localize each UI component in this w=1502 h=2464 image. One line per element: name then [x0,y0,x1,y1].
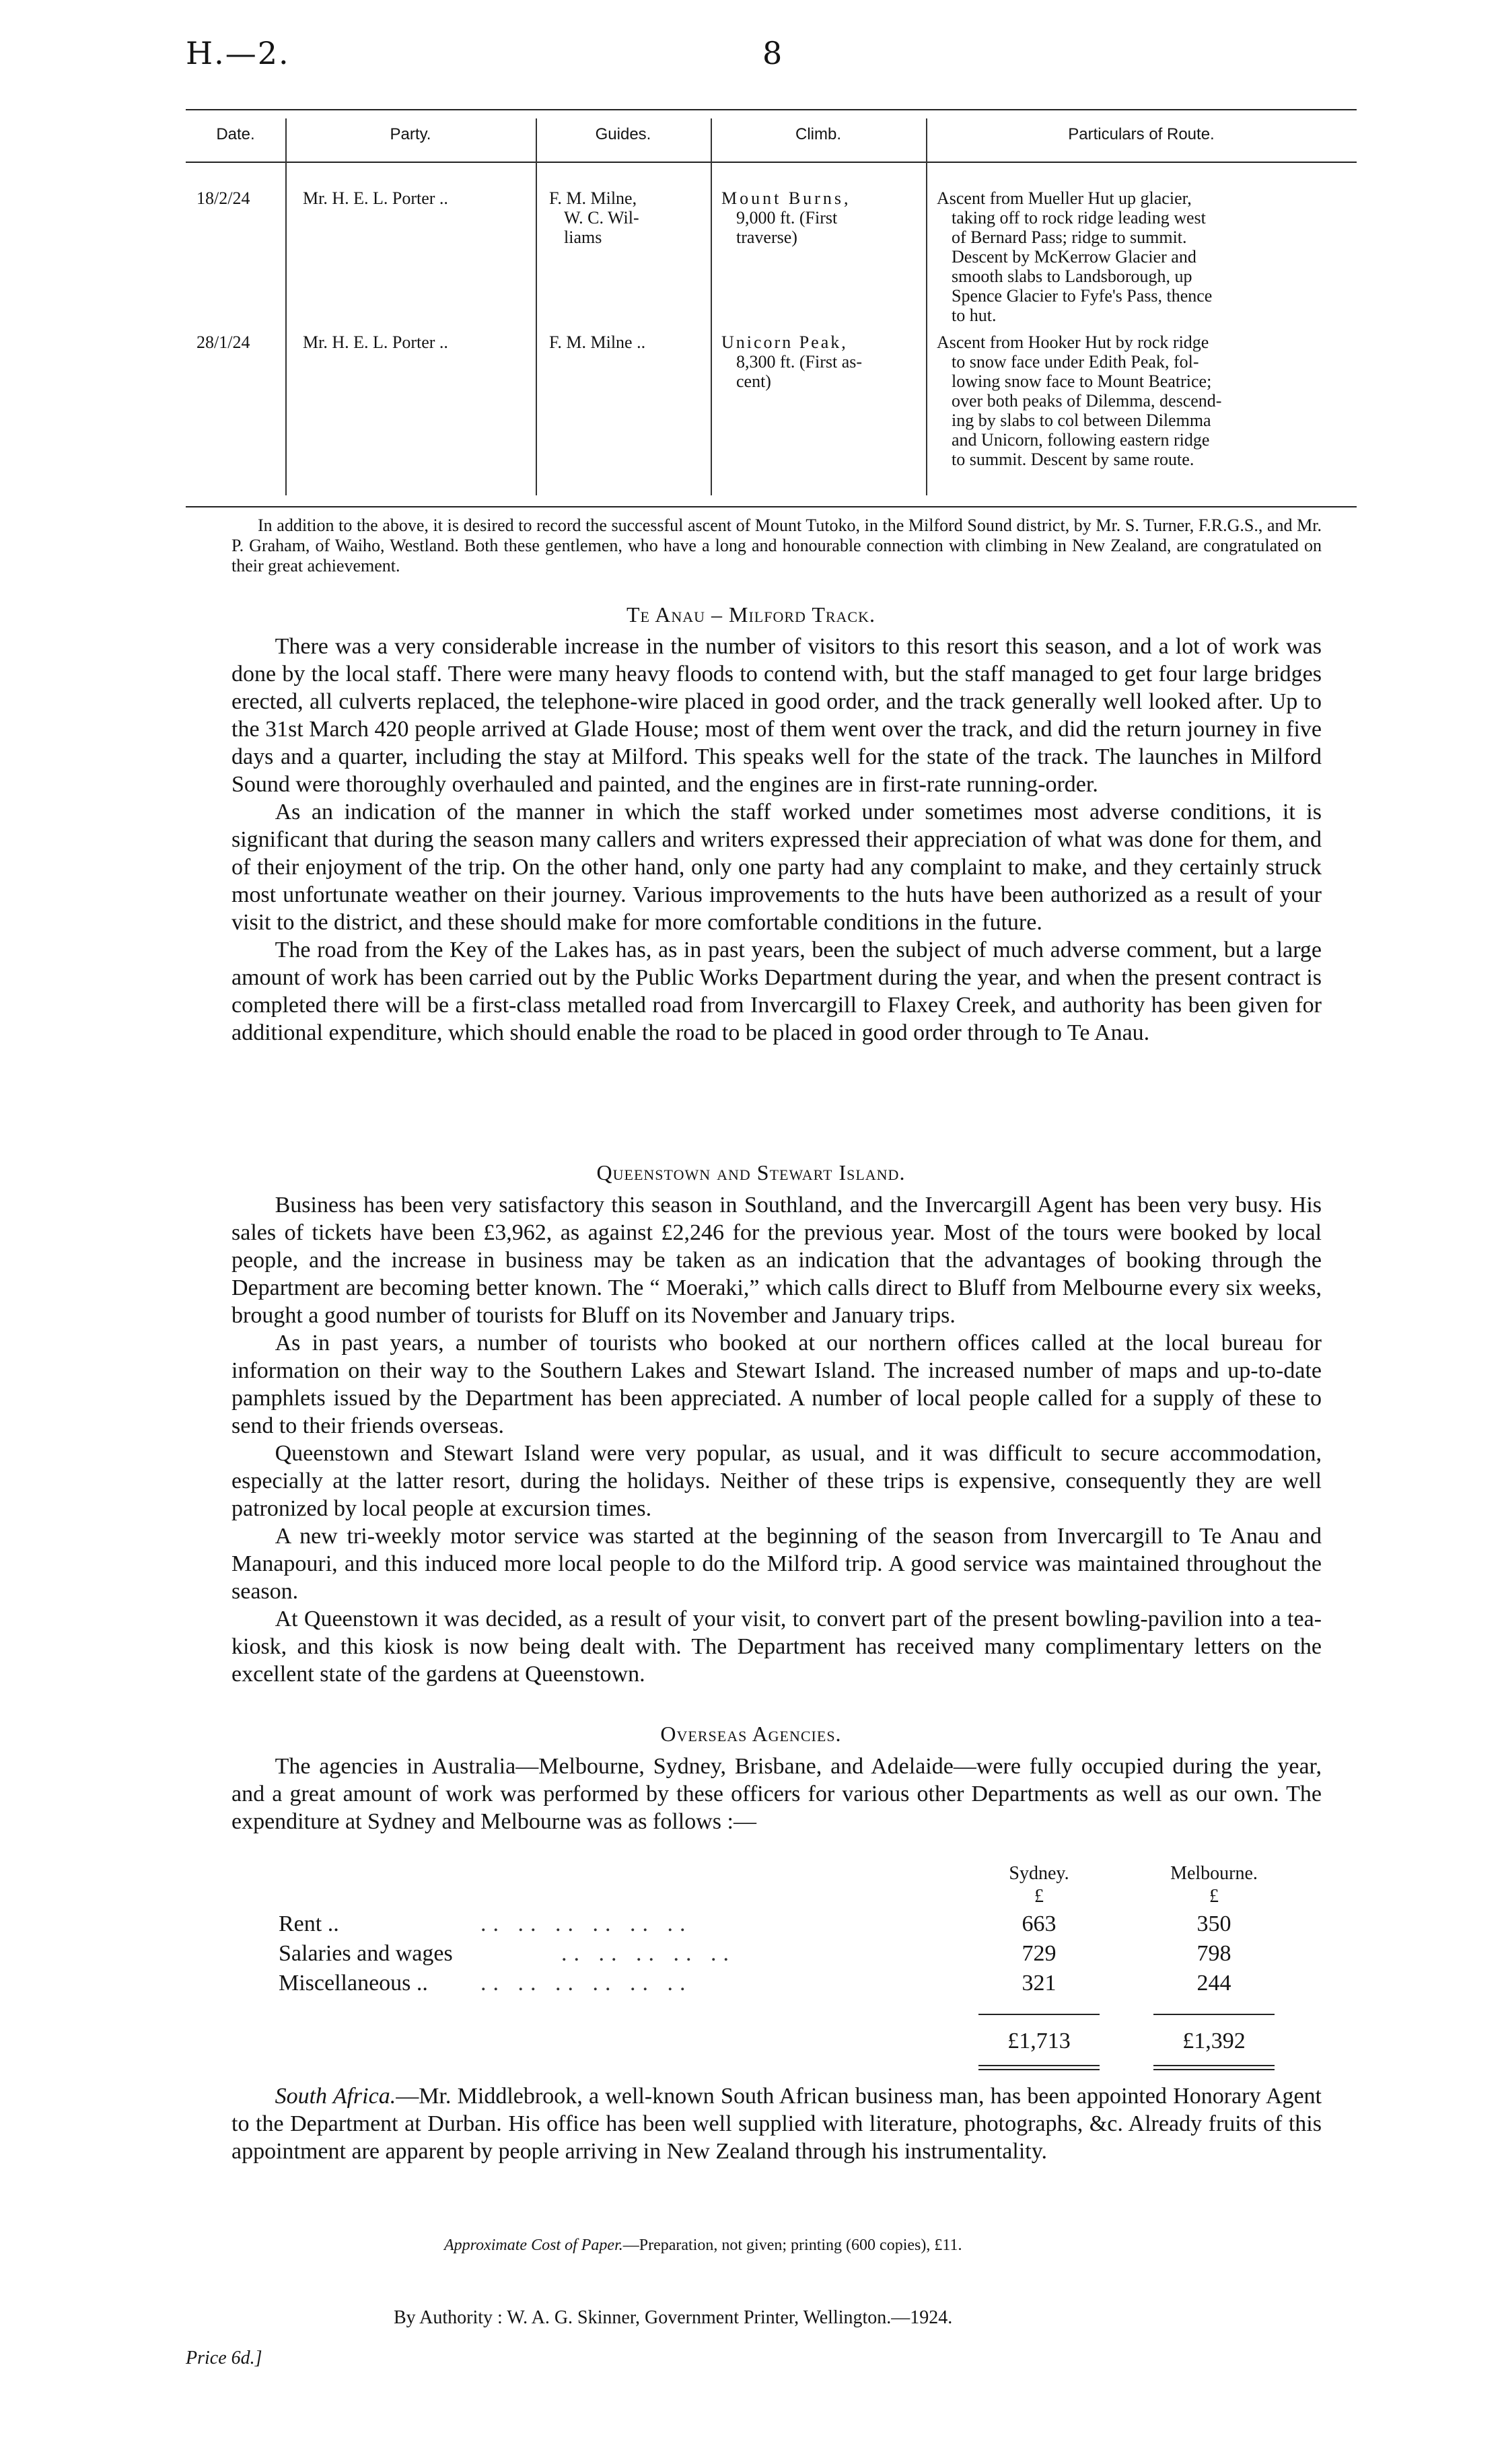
row1-party: Mr. H. E. L. Porter .. [303,188,448,208]
row2-route: Ascent from Hooker Hut by rock ridge to snow face under Edith Peak, fol- lowing snow face to Mount Beatrice; over both peaks of Dilemma, descend- ing by slabs to col between Dilemma and Unicorn, following eastern ridge to summit. Descent by same route. [937,332,1222,469]
row2-date: 28/1/24 [196,332,250,352]
paragraph: The agencies in Australia—Melbourne, Sydney, Brisbane, and Adelaide—were fully occupied during the year, and a great amount of work was performed by these officers for various other Departments as well as our own. The expenditure at Sydney and Melbourne was as follows :— [231,1754,1322,1834]
expenditure-row: Rent .. .. .. .. .. .. .. 663 350 [279,1911,1231,1936]
paragraph: Business has been very satisfactory this season in Southland, and the Invercargill Agent has been very busy. His sales of tickets have been £3,962, as against £2,246 for the previous year. Most of the tours were booked by local people, and the increase in business may be taken as an indication that the advantages of booking through the Department are becoming better known. The “ Moeraki,” which calls direct to Bluff from Melbourne every six weeks, brought a good number of tourists for Bluff on its November and January trips. [231,1193,1322,1328]
unit-sydney: £ [1034,1886,1044,1907]
expenditure-row: Miscellaneous .. .. .. .. .. .. .. 321 244 [279,1971,1231,1996]
paragraph: At Queenstown it was decided, as a result of your visit, to convert part of the present bowling-pavilion into a tea-kiosk, and this kiosk is now being dealt with. The Department has received many complimentary letters on the excellent state of the gardens at Queenstown. [231,1607,1322,1687]
paragraph: As an indication of the manner in which the staff worked under sometimes most adverse conditions, it is significant that during the season many callers and writers expressed their appreciation of what was done for them, and of their enjoyment of the trip. On the other hand, only one party had any complaint to make, and they certainly struck most unfortunate weather on their journey. Various improvements to the huts have been authorized as a result of your visit to the district, and these should make for more comfortable conditions in the future. [231,800,1322,935]
printer-authority: By Authority : W. A. G. Skinner, Government Printer, Wellington.—1924. [394,2307,953,2328]
row1-guides: F. M. Milne, W. C. Wil- liams [549,188,639,247]
section-heading-overseas: Overseas Agencies. [660,1722,842,1746]
paragraph: As in past years, a number of tourists who booked at our northern offices called at the local bureau for information on their way to the Southern Lakes and Stewart Island. The increased number of maps and up-to-date pamphlets issued by the Department has been appreciated. A number of local people called for a supply of these to send to their friends overseas. [231,1331,1322,1438]
section-heading-queenstown: Queenstown and Stewart Island. [596,1160,906,1185]
cost-of-paper: Approximate Cost of Paper.—Preparation, not given; printing (600 copies), £11. [444,2237,962,2254]
column-header-route: Particulars of Route. [1068,125,1215,143]
section-heading-te-anau: Te Anau – Milford Track. [627,602,875,627]
south-africa-text: —Mr. Middlebrook, a well-known South African business man, has been appointed Honorary Agent to the Department at Durban. His office has been well supplied with literature, photographs, &c. Already fruits of this appointment are apparent by people arriving in New Zealand through his instrumentality. [231,2084,1322,2164]
section-overseas-body [231,1753,1322,1835]
paragraph: There was a very considerable increase in the number of visitors to this resort this season, and a lot of work was done by the local staff. There were many heavy floods to contend with, but the staff managed to get four large bridges erected, all culverts replaced, the telephone-wire placed in good order, and the track generally well looked after. Up to the 31st March 420 people arrived at Glade House; most of them went over the track, and did the return journey in five days and a quarter, including the stay at Milford. This speaks well for the state of the track. The launches in Milford Sound were thoroughly overhauled and painted, and the engines are in first-rate running-order. [231,634,1322,797]
column-header-date: Date. [216,125,255,143]
climbs-table [186,109,1357,506]
row2-party: Mr. H. E. L. Porter .. [303,332,448,352]
row1-date: 18/2/24 [196,188,250,208]
paragraph: The road from the Key of the Lakes has, as in past years, been the subject of much adverse comment, but a large amount of work has been carried out by the Public Works Department during the year, and when the present contract is completed there will be a first-class metalled road from Invercargill to Flaxey Creek, and authority has been given for additional expenditure, which should enable the road to be placed in good order through to Te Anau. [231,938,1322,1045]
column-header-sydney: Sydney. [1009,1863,1069,1884]
tutoko-note: In addition to the above, it is desired to record the successful ascent of Mount Tutoko, in the Milford Sound district, by Mr. S. Turner, F.R.G.S., and Mr. P. Graham, of Waiho, Westland. Both these gentlemen, who have a long and honourable connection with climbing in New Zealand, are congratulated on their great achievement. [231,516,1322,575]
column-header-climb: Climb. [795,125,841,143]
paragraph: A new tri-weekly motor service was started at the beginning of the season from Invercargill to Te Anau and Manapouri, and this induced more local people to do the Milford trip. A good service was maintained throughout the season. [231,1524,1322,1604]
row1-route: Ascent from Mueller Hut up glacier, taking off to rock ridge leading west of Bernard Pass; ridge to summit. Descent by McKerrow Glacier and smooth slabs to Landsborough, up Spence Glacier to Fyfe's Pass, thence to hut. [937,188,1213,325]
price: Price 6d.] [186,2348,262,2368]
column-header-party: Party. [390,125,431,143]
paragraph: Queenstown and Stewart Island were very popular, as usual, and it was difficult to secure accommodation, especially at the latter resort, during the holidays. Neither of these trips is expensive, consequently they are well patronized by local people at excursion times. [231,1441,1322,1521]
column-header-guides: Guides. [595,125,651,143]
south-africa-lead: South Africa. [275,2084,396,2109]
column-header-melbourne: Melbourne. [1170,1863,1258,1884]
expenditure-table [231,1863,1322,2085]
page-number: 8 [762,35,783,71]
report-reference: H.—2. [186,35,290,71]
row2-guides: F. M. Milne .. [549,332,646,352]
expenditure-totals: £1,713 £1,392 [1007,2029,1246,2053]
south-africa-paragraph [231,2082,1322,2165]
row1-climb: Mount Burns, 9,000 ft. (First traverse) [721,188,851,247]
section-te-anau-body [231,633,1322,1047]
section-queenstown-body [231,1191,1322,1688]
row2-climb: Unicorn Peak, 8,300 ft. (First as- cent) [721,332,863,391]
expenditure-row: Salaries and wages .. .. .. .. .. 729 798 [279,1941,1231,1966]
unit-melbourne: £ [1209,1886,1219,1907]
